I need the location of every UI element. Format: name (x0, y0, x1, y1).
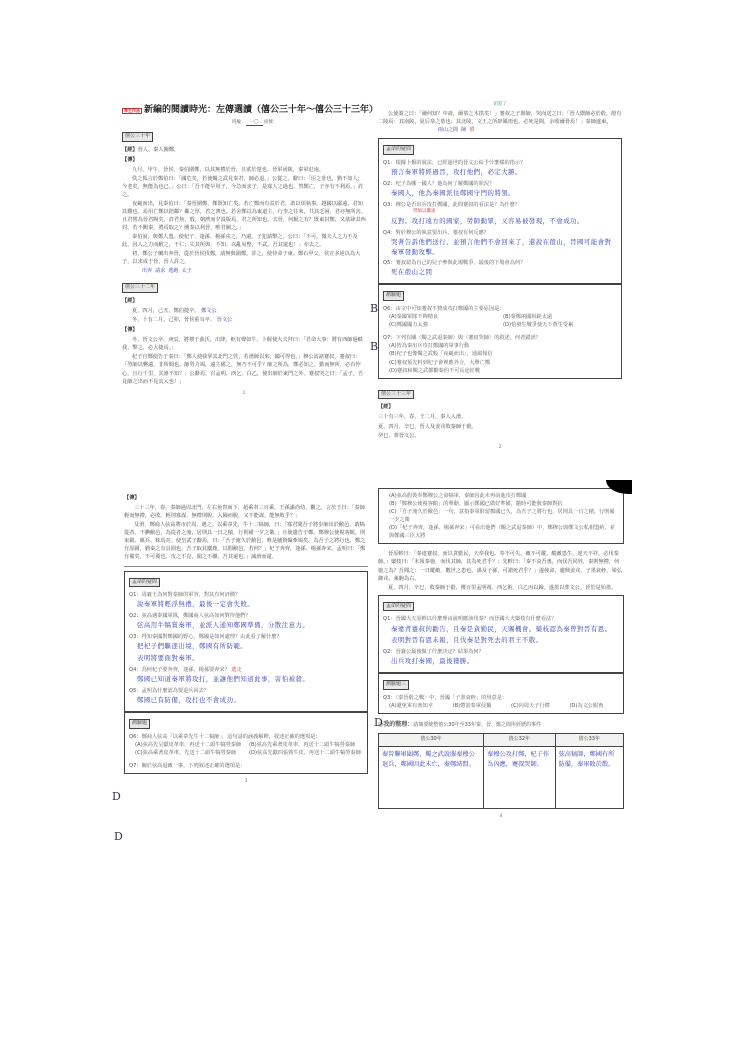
red-note: 勞師以襲遠 (413, 208, 436, 214)
question: Q6：由文中可知蹇叔不贊成攻打鄭國的主要原因是： (383, 306, 505, 313)
handwritten-answer: 表明對晉有恩未報，且伐秦是對死去的君王不敬。 (391, 636, 543, 645)
options: (A)避免軍有喪知卒 (B)懲罰秦軍侵擾 (C)向周天子行禮 (D)為文公服喪 (389, 703, 604, 710)
question: Q1：根據卜偃的說法，已經過世的晉文公給予什麼樣的指示？ (383, 159, 526, 166)
passage-paragraph: 秦伯說，與鄭人盟。使杞子、逢孫、楊孫戍之，乃還。子犯請擊之，公曰：「不可。微夫人之力不及此。因人之力而敝之，不仁；失其所與，不知；以亂易整，不武。吾其還也！」亦去之。 (122, 234, 358, 249)
jing-line: 冬，十有二月，己卯，晉侯重耳卒。 晉文公 (132, 317, 233, 324)
options: (A)皆為秦出兵攻打鄭國的軍事行動 (B)杞子也像燭之武般「夜縋而出」，通風報信 (C)蹇叔預先料到杞子會裡應外合，大舉亡鄭 (D)蹇叔和燭之武都勸秦伯不可長途征戰 (389, 343, 493, 374)
options: (A)秦國軍隊不夠精良 (B)秦鄭兩國相距太遠 (C)鄭國國力太強 (D)怕發生戰爭使天下蒼生受累 (389, 314, 574, 329)
summary-header: 僖公32年 (484, 733, 555, 746)
think-questions-box (124, 571, 368, 713)
question: Q4：為何杞子要奔齊，逢孫、楊孫要奔宋？ 逃走 (129, 667, 242, 674)
think-tag: 孟命的疑問 (383, 602, 414, 612)
handwritten-answer: 出兵攻打秦國，最後獲勝。 (391, 657, 474, 666)
passage-paragraph: 及滑，鄭商人弦高將市於周，遇之。以乘韋先，牛十二犒師，曰：「寡君聞吾子將步師出於敝邑，敢犒從者。不腆敝邑，為從者之淹，居則具一日之積，行則備一夕之衛。」且使遽告于鄭。鄭穆公使視客館，則束載、厲兵、秣馬矣。使皇武子辭焉，曰：「吾子淹久於敝邑，唯是脯資餼牽竭矣，為吾子之將行也，鄭之有原圃，猶秦之有具囿也，吾子取其麋鹿，以閒敝邑，若何？」杞子奔齊，逢孫、楊孫奔宋。孟明曰：「鄭有備矣，不可冀也。攻之不克，圍之不繼，吾其還也。」滅滑而還。 (124, 522, 366, 561)
margin-answer-mark: D (112, 790, 121, 803)
margin-answer-mark: D (374, 716, 383, 729)
think-tag: 孟命的疑問 (383, 145, 414, 155)
summary-title: ◎我的整理：請簡要統整僖公30年至33年秦、晉、鄭之間所經歷的事件 (378, 721, 541, 729)
handwritten-answer: 弦高用牛犒賞秦軍，並派人通知鄭國準備，分散注意力。 (137, 621, 310, 630)
question: Q2：弦高遇秦國軍隊，鄭國商人弦高如何對待他們？ (129, 613, 251, 620)
question: Q3：〈秦晉殽之戰〉中，晉國「子墨衰絰」的用意是： (383, 695, 508, 702)
handwritten-answer: 說秦軍將輕浮無禮，最後一定會失敗。 (137, 600, 255, 609)
handwritten-answer: 鄭國已知道秦軍將攻打，並讓他們知道此事，害怕被殺。 (137, 675, 310, 684)
test-tag: 測驗題三 (383, 680, 409, 690)
handwritten-answer: 把杞子們驅逐出境，鄭國有所防範。 (137, 642, 248, 651)
jing-line: 【經】晉人、秦人圍鄭。 (122, 146, 180, 153)
page-number: 2 (498, 443, 502, 449)
question: Q2：晉襄公最後做了什麼決定？結果為何？ (383, 649, 484, 656)
header-note: 伯怒了 (493, 102, 507, 107)
jing-line: 夏，四月，己丑，鄭伯捷卒。 鄭文公 (132, 308, 217, 315)
question: Q7：下列有關〈燭之武退秦師〉與〈蹇叔哭師〉的敘述，何者錯誤？ (383, 335, 541, 342)
margin-answer-mark: D (114, 830, 123, 843)
question: Q3：穆公是否出兵攻打鄭國，此問蹇叔的看法是？為什麼？ (383, 201, 521, 208)
handwritten-answer: 表明將要面對秦軍。 (137, 654, 200, 663)
handwritten-answer: 鄭國已有防備，攻打也不會成功。 (137, 696, 241, 705)
question: Q6：鄭商人弦高「以乘韋先牛十二犒師」，這句話的涵義解釋，敘述正確的選項是： (129, 733, 321, 740)
passage-carryover: 公使謂之曰：「爾何知？中壽，爾墓之木拱矣！」蹇叔之子與師，哭而送之曰：「晉人禦師必於殽。殽有二陵焉：其南陵，夏后皋之墓也；其北陵，文王之所辟風雨也。必死是間，余收爾骨焉！」秦師遂東。 (378, 110, 622, 126)
summary-table (378, 733, 624, 809)
test-questions-box (378, 284, 622, 378)
question: Q7：關於弦高退敵一事，下列敘述正確的選項是： (129, 763, 246, 770)
zhuan-label: 【傳】 (122, 156, 138, 163)
summary-cell: 秦晉聯軍圍鄭，燭之武說服秦穆公退兵，鄭國因此未亡，秦鄭結盟。 (379, 746, 484, 808)
options: (A)弦高先呈獻皮革車，再送十二頭牛犒勞秦師 (B)弦高先乘著皮革車，再送十二頭牛犒勞秦師 (C)弦高乘著皮革車，先送十二頭牛犒勞秦師 (D)弦高先獻四張熟牛皮，再送十二頭牛犒勞秦師 (135, 741, 361, 756)
test-questions-box (124, 712, 368, 774)
passage-paragraph: 初，鄭公子蘭出奔晉，從於晉侯伐鄭，請無與圍鄭。許之，使待命于東。鄭石甲父、侯宣多逆以為大子，以求成于晉，晉人許之。 (122, 251, 361, 266)
section-tag-32: 僖公三十二年 (122, 283, 158, 293)
passage-paragraph: 九月，甲午，晉侯、秦伯圍鄭，以其無禮於晉，且貳於楚也。晉軍函陵，秦軍氾南。 (132, 166, 324, 173)
handwritten-answer: 反對。攻打遠方的國家，勞師動眾，又容易被發現，不會成功。 (391, 216, 584, 225)
question: Q1：晉國大夫原軫以什麼理由說明應該伐秦？而晉國大夫欒枝有什麼看法？ (383, 616, 557, 623)
think-questions-box (378, 595, 624, 674)
question: Q4：對於穆公的執意要出兵，蹇叔有何反應？ (383, 229, 489, 236)
handwritten-answer: 秦違背蹇叔的勸告，且秦是貪勤民，天賜機會。欒枝認為秦曾對晉有恩。 (391, 624, 612, 633)
options: (A)弦高假裝奉鄭穆公之命犒軍，秦師因此未再前進攻打鄭國 (B)「鄭穆公使視客館」的舉動，顯示鄭國已做好準備，隨時可能與秦師對抗 (C)「吾子淹久於敝邑」一句，意指秦軍駐留鄭國已久，為吾子之將行也，居則具一日之積，行則備一夕之衛 (D)「杞子奔齊，逢孫、楊孫奔宋」可看出他們（燭之武退秦師）中，鄭穆公與鄭文公私相盟約，並與鄭國三臣大將 (389, 493, 615, 540)
handwritten-answer: 死在殽山之間 (391, 268, 433, 277)
think-questions-box (378, 138, 622, 285)
summary-cell: 秦穆公攻打鄭，杞子作為內應，蹇叔哭師。 (484, 746, 555, 808)
page-number: 3 (244, 778, 248, 784)
jing-line: 三十有三年，春，王二月，秦人入滑。 (378, 414, 467, 421)
class-value: 一〇 (246, 120, 263, 126)
passage-paragraph: 夏，四月，辛巳，敗秦師于殽，獲百里孟明視、西乞術、白乙丙以歸。遂墨以葬文公。晉於是始墨。 (388, 584, 617, 591)
worksheet-page-1 (122, 104, 379, 456)
continued-options-box (378, 488, 624, 544)
class-seat-line: 班級： 一〇 座號： (232, 119, 278, 125)
divider (124, 566, 368, 567)
test-questions-box (378, 673, 624, 714)
margin-answer-mark: B (370, 302, 379, 315)
think-tag: 孟命的疑問 (129, 578, 160, 588)
zhuan-label: 【傳】 (124, 495, 140, 501)
question: Q2：杞子為哪一國人？他為何了解鄭國的狀況？ (383, 180, 495, 187)
test-tag: 測驗題 (129, 719, 150, 729)
summary-header: 僖公33年 (555, 733, 623, 746)
worksheet-page-2 (378, 102, 622, 456)
question: Q5：孟明為什麼認為要退兵回去？ (129, 688, 210, 695)
question: Q5：蹇叔認為自己的兒子參與此場戰爭，最後的下場會為何？ (383, 260, 526, 267)
passage-paragraph: 三十三年，春，秦師過周北門，左右免冑而下，超乘者三百乘。王孫滿尚幼，觀之，言於王曰：「秦師輕而無禮，必敗。輕則寡謀，無禮則脫。入險而脫，又不能謀，能無敗乎？」 (124, 505, 365, 520)
question: Q3：得知秦國對鄭國的野心，鄭國是如何處理？由此看了解什麼？ (129, 634, 282, 641)
summary-cell: 弦高犒師，鄭國有所防備，秦軍敗於殽。 (555, 746, 623, 808)
worksheet-title: 學生作品 新編的閱讀時光：左傳選讀（僖公三十年～僖公三十三年） (124, 105, 379, 115)
handwritten-answer: 哭著告訴他們送行，並預言他們不會回來了，還說在殽山，晉國可能會對秦軍發動攻擊。 (391, 237, 612, 256)
passage-paragraph: 夜縋而出，見秦伯曰：「秦晉圍鄭，鄭既知亡矣。若亡鄭而有益於君，敢以煩執事。越國以鄙遠，君知其難也。焉用亡鄭以陪鄰？鄰之厚，君之薄也。若舍鄭以為東道主，行李之往來，共其乏困，君亦無所害。且君嘗為晉君賜矣，許君焦、瑕，朝濟而夕設版焉，君之所知也。夫晉，何厭之有？既東封鄭，又欲肆其西封，若不闕秦，將焉取之？闕秦以利晉，唯君圖之。」 (122, 201, 366, 232)
worksheet-page-3 (124, 492, 368, 852)
handwritten-answer: 秦國人，他為秦國派往鄭國守門的將領。 (391, 188, 516, 197)
margin-answer-mark: B (370, 340, 379, 353)
carryover-notes: 兩山之間 險 墳 (438, 127, 475, 134)
jing-label: 【經】 (122, 298, 138, 305)
page-number: 1 (242, 389, 246, 395)
test-tag: 測驗題 (383, 291, 404, 301)
worksheet-page-4 (378, 482, 624, 852)
passage-paragraph: 冬，晉文公卒。庚辰，將殯于曲沃，出絳，柩有聲如牛。卜偃使大夫拜曰：「君命大事：將有西師過軼我，擊之，必大捷焉。」 (122, 337, 363, 352)
handwritten-answer: 預言秦軍將經過晉，攻打他們，必定大勝。 (391, 167, 522, 176)
summary-header: 僖公30年 (379, 733, 484, 746)
student-work-stamp: 學生作品 (124, 107, 140, 113)
jing-line: 癸巳，葬晉文公。 (378, 432, 420, 439)
passage-paragraph: 晉原軫曰：「秦違蹇叔，而以貪勤民，天奉我也。奉不可失，敵不可縱。縱敵患生，違天不祥。必伐秦師。」欒枝曰：「未報秦施，而伐其師，其為死君乎？」先軫曰：「秦不哀吾喪，而伐吾同姓，秦則無禮，何施之為？吾聞之：一日縱敵，數世之患也。謀及子孫，可謂死君乎？」遂發命，遽興姜戎。子墨衰絰，梁弘御戎，萊駒為右。 (378, 551, 622, 582)
jing-line: 夏，四月，辛巳，晉人及姜戎敗秦師于殽。 (378, 423, 477, 430)
handwritten-annotations: 出奔 請求 逃跑 太子 (142, 267, 192, 274)
section-tag-30: 僖公三十年 (122, 132, 153, 142)
passage-paragraph: 杞子自鄭使告于秦曰：「鄭人使我掌其北門之管，若潛師以來，國可得也。」穆公訪諸蹇叔，蹇叔曰：「勞師以襲遠，非所聞也。師勞力竭，遠主備之，無乃不可乎？師之所為，鄭必知之，勤而無所，必有悖心。且行千里，其誰不知？」公辭焉。召孟明、西乞、白乙，使出師於東門之外。蹇叔哭之曰：「孟子，吾見師之出而不見其入也！」 (122, 354, 364, 385)
zhuan-label: 【傳】 (122, 327, 138, 334)
section-tag-33: 僖公三十三年 (378, 390, 414, 400)
question: Q1：周襄王為何對秦師的軍容，對其有何評價？ (129, 592, 241, 599)
passage-paragraph: 佚之狐言於鄭伯曰：「國危矣，若使燭之武見秦君，師必退。」公從之。辭曰：「臣之壯也，猶不如人；今老矣，無能為也已。」公曰：「吾不能早用子，今急而求子，是寡人之過也。然鄭亡，子亦有不利焉。」許之。 (122, 175, 364, 198)
page-number: 4 (499, 812, 503, 818)
jing-label: 【經】 (378, 404, 394, 411)
